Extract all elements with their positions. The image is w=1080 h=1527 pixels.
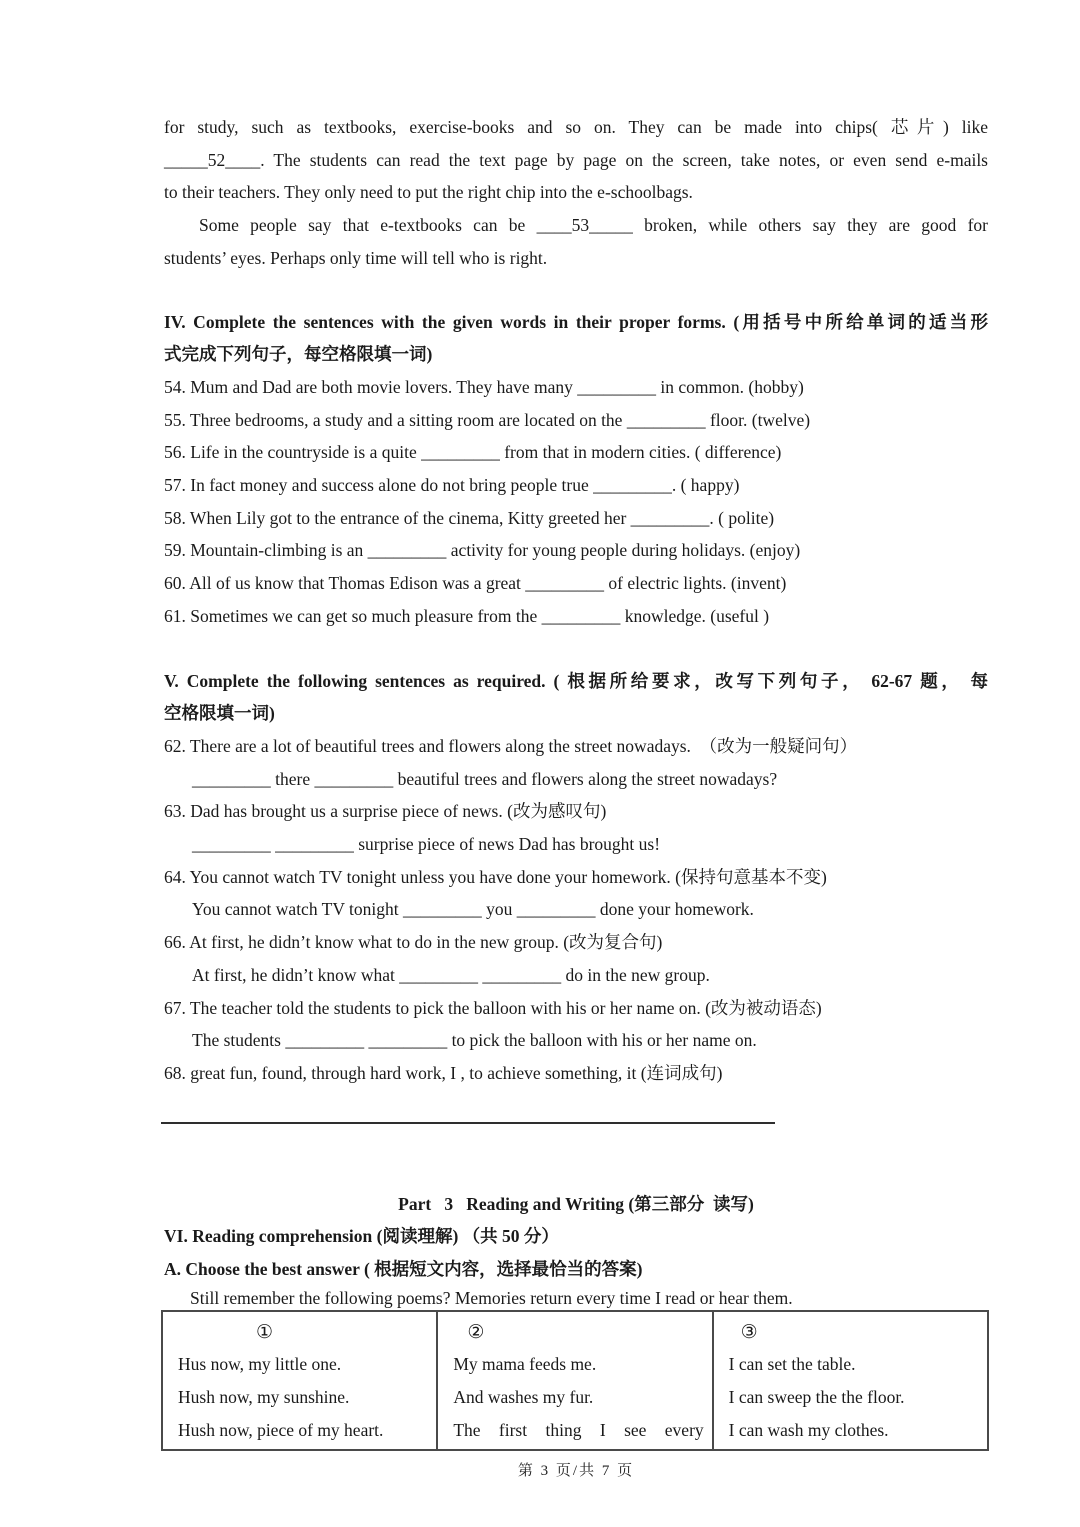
- poem-line: I can sweep the the floor.: [728, 1386, 905, 1407]
- poems-table-column: [436, 1312, 711, 1449]
- question-item: 62. There are a lot of beautiful trees and flowers along the street nowadays. （改为一般疑问句）: [164, 735, 858, 756]
- question-item: 64. You cannot watch TV tonight unless you have done your homework. (保持句意基本不变): [164, 866, 827, 887]
- table-header-cell: ③: [740, 1321, 758, 1343]
- section5-heading-line2: 空格限填一词): [164, 703, 275, 724]
- section4-heading-line2: 式完成下列句子，每空格限填一词): [164, 344, 433, 365]
- subsection-a-heading: A. Choose the best answer ( 根据短文内容，选择最恰当的答案): [164, 1259, 643, 1280]
- answer-line: _________ there _________ beautiful trees and flowers along the street nowadays?: [192, 768, 778, 789]
- part3-title: Part 3 Reading and Writing (第三部分 读写): [398, 1193, 754, 1214]
- table-header-cell: ②: [467, 1321, 485, 1343]
- question-item: 58. When Lily got to the entrance of the cinema, Kitty greeted her _________. ( polite): [164, 507, 775, 528]
- section-gap: [164, 1124, 988, 1188]
- poem-line: Hush now, piece of my heart.: [178, 1419, 384, 1440]
- question-item: 55. Three bedrooms, a study and a sitting room are located on the _________ floor. (twelve): [164, 409, 811, 430]
- section6-heading: VI. Reading comprehension (阅读理解) （共 50 分）: [164, 1226, 559, 1247]
- question-item: 56. Life in the countryside is a quite _________ from that in modern cities. ( difference): [164, 442, 782, 463]
- section4-heading: [164, 306, 988, 371]
- poems-table-column: [712, 1312, 987, 1449]
- passage-line: _____52____. The students can read the text page by page on the screen, take notes, or even send e-mails: [164, 149, 988, 170]
- question-item: 63. Dad has brought us a surprise piece of news. (改为感叹句): [164, 801, 607, 822]
- page-content: [164, 111, 988, 1482]
- section-gap: [164, 633, 988, 665]
- page-number-footer: 第 3 页/共 7 页: [517, 1462, 635, 1479]
- question-item: 66. At first, he didn’t know what to do in the new group. (改为复合句): [164, 932, 663, 953]
- poem-line: I can wash my clothes.: [728, 1419, 889, 1440]
- question-item: 61. Sometimes we can get so much pleasure from the _________ knowledge. (useful ): [164, 605, 770, 626]
- passage-line: for study, such as textbooks, exercise-books and so on. They can be made into chips( 芯片) like: [164, 117, 988, 137]
- poem-line: The first thing I see every: [453, 1419, 704, 1440]
- question-item: 57. In fact money and success alone do not bring people true _________. ( happy): [164, 475, 740, 496]
- question-item: 59. Mountain-climbing is an _________ activity for young people during holidays. (enjoy): [164, 540, 801, 561]
- passage-line: Some people say that e-textbooks can be ____53_____ broken, while others say they are good for: [199, 215, 988, 236]
- section4-items: [164, 371, 988, 633]
- answer-line: _________ _________ surprise piece of news Dad has brought us!: [192, 834, 661, 855]
- answer-line: The students _________ _________ to pick the balloon with his or her name on.: [192, 1030, 757, 1051]
- section5-heading-line1: V. Complete the following sentences as required. ( 根据所给要求，改写下列句子， 62-67 题， 每: [164, 670, 988, 691]
- poems-table-column: [163, 1312, 436, 1449]
- passage-line: students’ eyes. Perhaps only time will tell who is right.: [164, 247, 548, 268]
- answer-line: At first, he didn’t know what _________ _________ do in the new group.: [192, 964, 710, 985]
- answer-line: You cannot watch TV tonight _________ you _________ done your homework.: [192, 899, 754, 920]
- question-item: 60. All of us know that Thomas Edison was a great _________ of electric lights. (invent): [164, 573, 787, 594]
- cloze-passage: [164, 111, 988, 275]
- poem-line: And washes my fur.: [453, 1386, 594, 1407]
- section4-heading-line1: IV. Complete the sentences with the given words in their proper forms. (用括号中所给单词的适当形: [164, 311, 988, 332]
- question-item: 54. Mum and Dad are both movie lovers. They have many _________ in common. (hobby): [164, 376, 804, 397]
- answer-blank-line-68: [161, 1106, 775, 1124]
- poems-table: [161, 1310, 989, 1451]
- poem-line: My mama feeds me.: [453, 1353, 597, 1374]
- poem-line: Hus now, my little one.: [178, 1353, 342, 1374]
- poem-line: Hush now, my sunshine.: [178, 1386, 350, 1407]
- question-item: 67. The teacher told the students to pick the balloon with his or her name on. (改为被动语态): [164, 997, 822, 1018]
- section5-heading: [164, 665, 988, 730]
- poems-intro: Still remember the following poems? Memories return every time I read or hear them.: [190, 1287, 793, 1308]
- question-item: 68. great fun, found, through hard work, I , to achieve something, it (连词成句): [164, 1062, 723, 1083]
- section-gap: [164, 275, 988, 306]
- passage-line: to their teachers. They only need to put the right chip into the e-schoolbags.: [164, 182, 693, 203]
- section5-items: [164, 730, 988, 1090]
- table-header-cell: ①: [256, 1321, 274, 1343]
- poem-line: I can set the table.: [728, 1353, 856, 1374]
